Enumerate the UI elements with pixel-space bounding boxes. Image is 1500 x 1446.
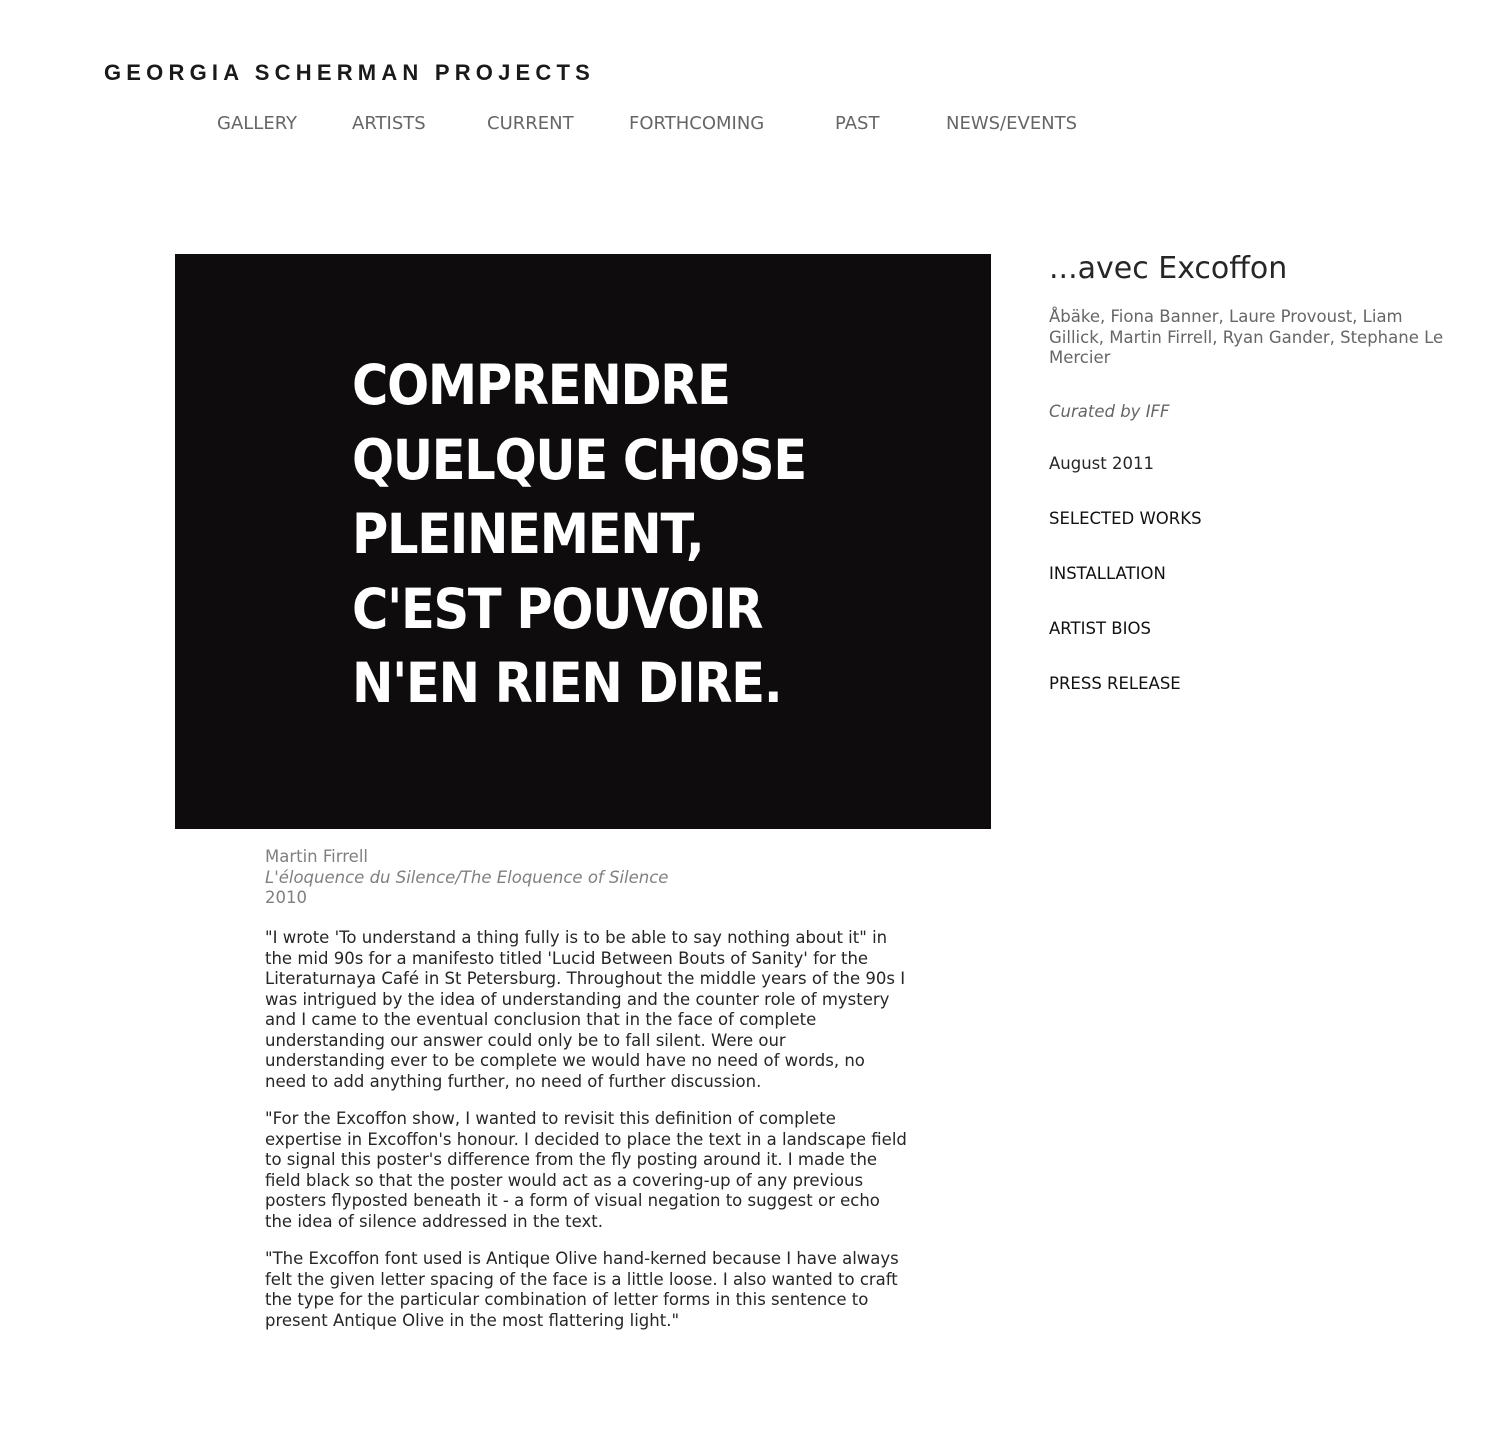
nav-forthcoming[interactable]: FORTHCOMING — [629, 113, 765, 134]
link-installation[interactable]: INSTALLATION — [1049, 564, 1166, 583]
artwork-caption — [265, 847, 668, 909]
artwork-line: N'EN RIEN DIRE. — [352, 651, 782, 715]
caption-artist: Martin Firrell — [265, 847, 368, 866]
artwork-image — [175, 254, 991, 829]
nav-current[interactable]: CURRENT — [487, 113, 574, 134]
caption-year: 2010 — [265, 888, 307, 907]
statement-paragraph: "The Excoffon font used is Antique Olive hand-kerned because I have always felt the given letter spacing of the face is a little loose. I also wanted to craft the type for the particular combination of letter forms in this sentence to present Antique Olive in the most flattering light." — [265, 1249, 899, 1330]
exhibition-title: ...avec Excoffon — [1049, 251, 1288, 286]
main-nav — [0, 110, 1500, 138]
nav-news-events[interactable]: NEWS/EVENTS — [946, 113, 1078, 134]
exhibition-sidebar — [1049, 250, 1469, 693]
artwork-line: C'EST POUVOIR — [352, 576, 763, 641]
statement-paragraph: "I wrote 'To understand a thing fully is to be able to say nothing about it" in the mid 90s for a manifesto titled 'Lucid Between Bouts of Sanity' for the Literaturnaya Café in St Petersburg. Throughout the middle years of the 90s I was intrigued by the idea of understanding and the counter role of mystery and I came to the eventual conclusion that in the face of complete understanding our answer could only be to fall silent. Were our understanding ever to be complete we would have no need of words, no need to add anything further, no need of further discussion. — [265, 928, 906, 1091]
link-press-release[interactable]: PRESS RELEASE — [1049, 674, 1181, 693]
link-selected-works[interactable]: SELECTED WORKS — [1049, 509, 1202, 528]
exhibition-artists: Åbäke, Fiona Banner, Laure Provoust, Liam Gillick, Martin Firrell, Ryan Gander, Stephane Le Mercier — [1049, 307, 1444, 367]
statement-paragraph: "For the Excoffon show, I wanted to revisit this definition of complete expertise in Excoffon's honour. I decided to place the text in a landscape field to signal this poster's difference from the fly posting around it. I made the field black so that the poster would act as a covering-up of any previous posters flyposted beneath it - a form of visual negation to suggest or echo the idea of silence addressed in the text. — [265, 1109, 907, 1231]
site-logo[interactable]: GEORGIA SCHERMAN PROJECTS — [104, 60, 596, 85]
curated-by: Curated by IFF — [1049, 402, 1170, 421]
artist-statement — [265, 928, 910, 1348]
nav-gallery[interactable]: GALLERY — [217, 113, 298, 134]
exhibition-date: August 2011 — [1049, 454, 1154, 473]
artwork-line: COMPRENDRE — [352, 353, 730, 417]
artwork-line: PLEINEMENT, — [352, 502, 704, 566]
artwork-line: QUELQUE CHOSE — [352, 427, 806, 492]
nav-artists[interactable]: ARTISTS — [352, 113, 426, 134]
nav-past[interactable]: PAST — [835, 113, 880, 134]
artwork-text — [352, 348, 806, 721]
caption-title: L'éloquence du Silence/The Eloquence of Silence — [265, 867, 669, 887]
link-artist-bios[interactable]: ARTIST BIOS — [1049, 619, 1151, 638]
